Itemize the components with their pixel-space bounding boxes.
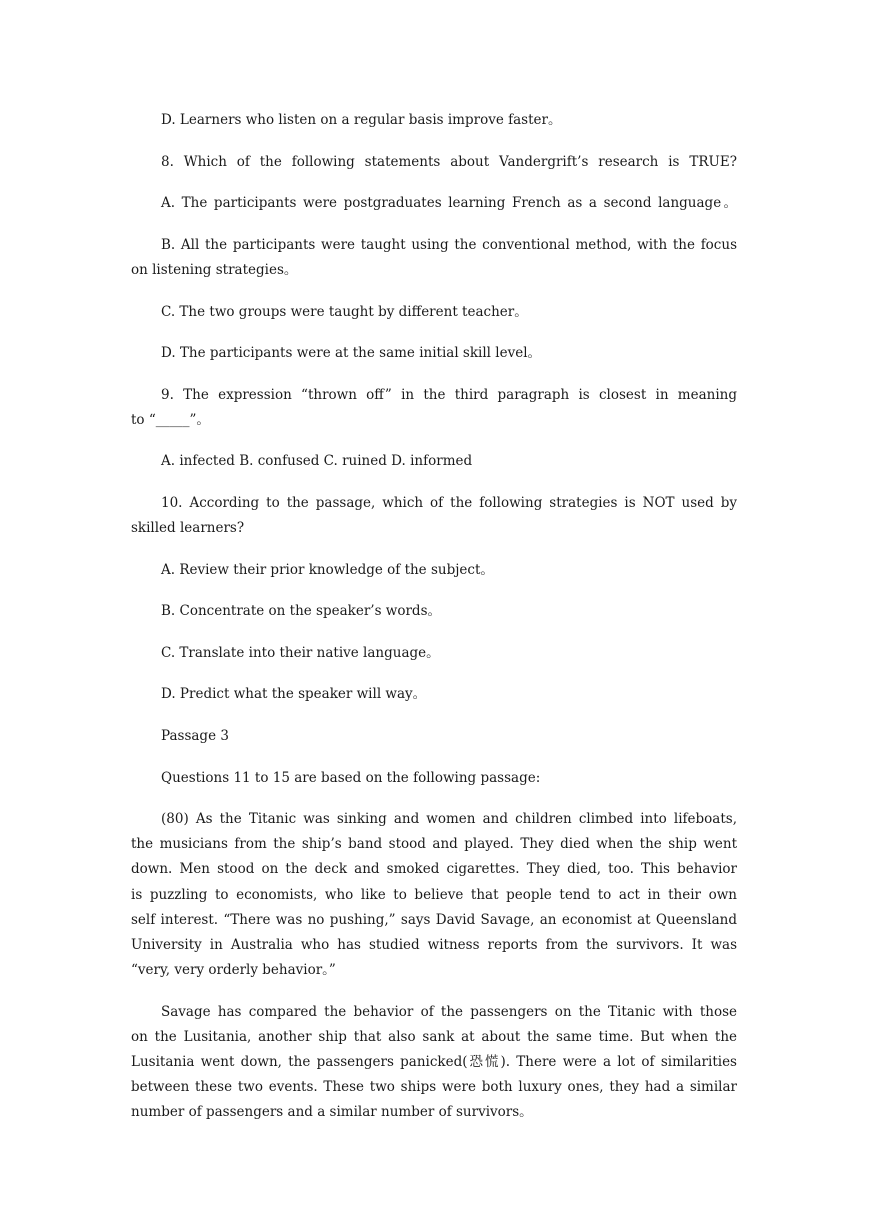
passage-p1-line1: (80) As the Titanic was sinking and women and children climbed into lifeboats, [161,811,737,827]
passage-p1-line6: University in Australia who has studied witness reports from the survivors. It was [131,937,737,953]
passage-p1-line2: the musicians from the ship’s band stood and played. They died when the ship went [131,836,737,852]
q10-option-b: B. Concentrate on the speaker’s words。 [161,603,441,619]
passage-p2-line5: number of passengers and a similar number of survivors。 [131,1104,533,1120]
q7-option-d: D. Learners who listen on a regular basis improve faster。 [161,112,562,128]
passage-p2-line2: on the Lusitania, another ship that also sank at about the same time. But when the [131,1029,737,1045]
passage-p2-line4: between these two events. These two ships were both luxury ones, they had a similar [131,1079,737,1095]
q10-option-c: C. Translate into their native language。 [161,645,440,661]
q9-question-line2: to “_____”。 [131,412,210,428]
passage-p2-line1: Savage has compared the behavior of the passengers on the Titanic with those [161,1004,737,1020]
q8-option-d: D. The participants were at the same initial skill level。 [161,345,542,361]
q9-options: A. infected B. confused C. ruined D. informed [161,453,473,469]
passage-p1-line5: self interest. “There was no pushing,” says David Savage, an economist at Queensland [131,912,737,928]
q8-question: 8. Which of the following statements about Vandergrift’s research is TRUE? [161,154,737,170]
q8-option-c: C. The two groups were taught by different teacher。 [161,304,528,320]
passage-p1-line4: is puzzling to economists, who like to believe that people tend to act in their own [131,887,737,903]
q8-option-b-line2: on listening strategies。 [131,262,298,278]
q10-option-d: D. Predict what the speaker will way。 [161,686,427,702]
q10-question-line2: skilled learners? [131,520,245,536]
q9-question-line1: 9. The expression “thrown off” in the third paragraph is closest in meaning [161,387,737,403]
passage-p1-line7: “very, very orderly behavior。” [131,962,336,978]
passage-heading: Passage 3 [161,728,229,744]
q10-question-line1: 10. According to the passage, which of the following strategies is NOT used by [161,495,737,511]
passage-p2-line3: Lusitania went down, the passengers panicked(恐慌). There were a lot of similarities [131,1054,737,1070]
q8-option-a: A. The participants were postgraduates learning French as a second language。 [161,195,737,211]
q10-option-a: A. Review their prior knowledge of the subject。 [161,562,494,578]
q8-option-b-line1: B. All the participants were taught using the conventional method, with the focus [161,237,737,253]
passage-p1-line3: down. Men stood on the deck and smoked cigarettes. They died, too. This behavior [131,861,737,877]
passage-intro: Questions 11 to 15 are based on the following passage: [161,770,541,786]
